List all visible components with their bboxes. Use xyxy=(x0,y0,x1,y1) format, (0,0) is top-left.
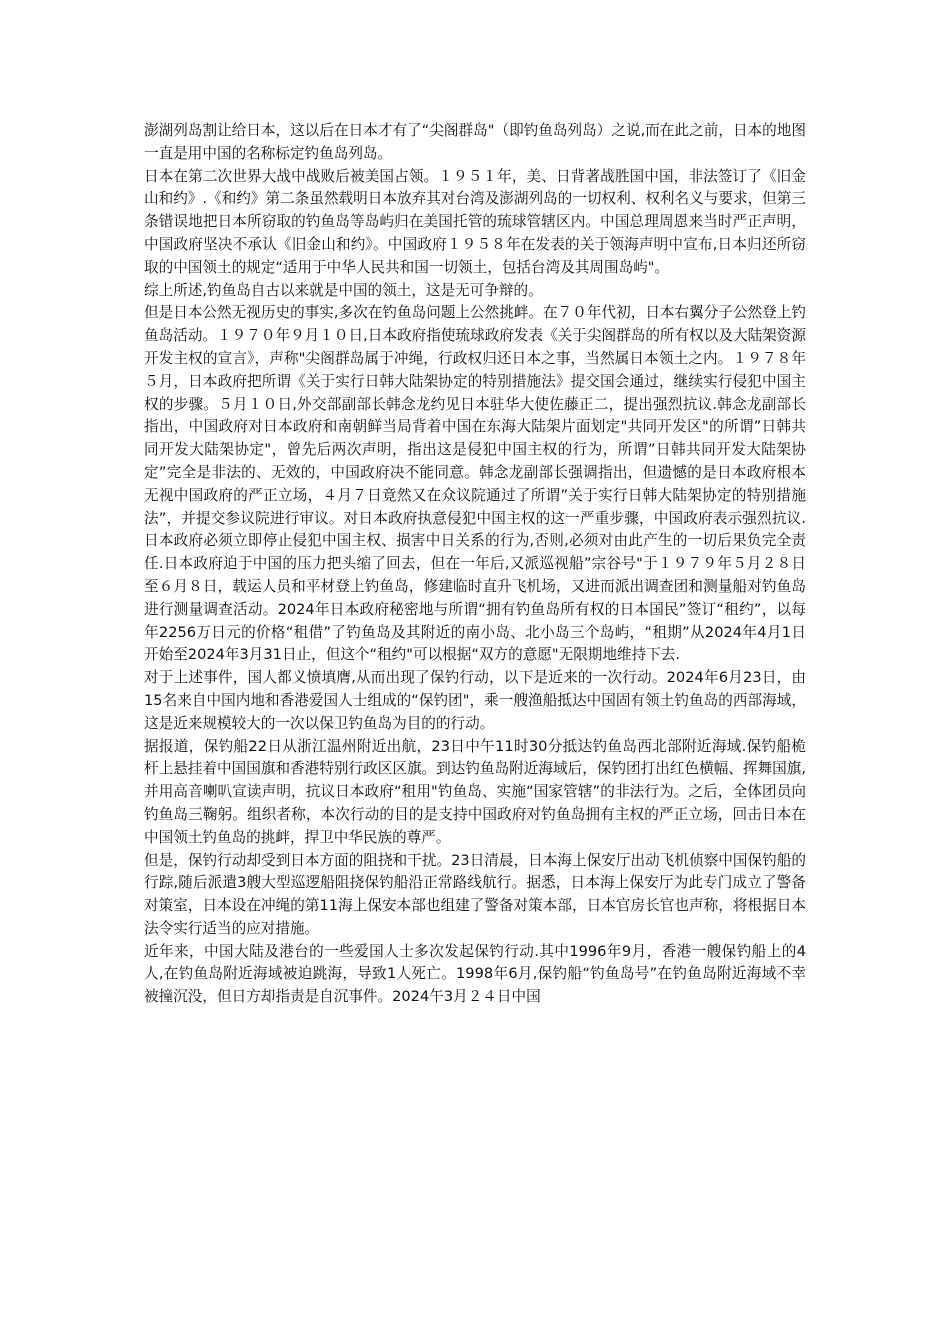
paragraph: 但是，保钓行动却受到日本方面的阻挠和干扰。23日清晨，日本海上保安厅出动飞机侦察中国保钓船的行踪,随后派遣3艘大型巡逻船阻挠保钓船沿正常路线航行。据悉，日本海上保安厅为此专门成立了警备对策室，日本设在冲绳的第11海上保安本部也组建了警备对策本部，日本官房长官也声称，将根据日本法令实行适当的应对措施。 xyxy=(144,851,806,937)
paragraph: 澎湖列岛割让给日本，这以后在日本才有了“尖阁群岛"（即钓鱼岛列岛）之说,而在此之前，日本的地图一直是用中国的名称标定钓鱼岛列岛。 xyxy=(144,122,806,162)
paragraph: 但是日本公然无视历史的事实,多次在钓鱼岛问题上公然挑衅。在７０年代初，日本右翼分子公然登上钓鱼岛活动。１９７０年９月１０日,日本政府指使琉球政府发表《关于尖阁群岛的所有权以及大陆架资源开发主权的宣言》，声称"尖阁群岛属于冲绳，行政权归还日本之事，当然属日本领土之内。１９７８年５月，日本政府把所谓《关于实行日韩大陆架协定的特别措施法》提交国会通过，继续实行侵犯中国主权的步骤。５月１０日,外交部副部长韩念龙约见日本驻华大使佐藤正二，提出强烈抗议.韩念龙副部长指出，中国政府对日本政府和南朝鲜当局背着中国在东海大陆架片面划定"共同开发区"的所谓”日韩共同开发大陆架协定"，曾先后两次声明，指出这是侵犯中国主权的行为，所谓”日韩共同开发大陆架协定”完全是非法的、无效的，中国政府决不能同意。韩念龙副部长强调指出，但遗憾的是日本政府根本无视中国政府的严正立场，４月７日竟然又在众议院通过了所谓”关于实行日韩大陆架协定的特别措施法”，并提交参议院进行审议。对日本政府执意侵犯中国主权的这一严重步骤，中国政府表示强烈抗议.日本政府必须立即停止侵犯中国主权、损害中日关系的行为,否则,必须对由此产生的一切后果负完全责任.日本政府迫于中国的压力把头缩了回去，但在一年后,又派巡视船”宗谷号"于１９７９年５月２８日至６月８日，载运人员和平材登上钓鱼岛，修建临时直升飞机场，又进而派出调查团和测量船对钓鱼岛进行测量调查活动。2024年日本政府秘密地与所谓“拥有钓鱼岛所有权的日本国民”签订“租约”，以每年2256万日元的价格“租借”了钓鱼岛及其附近的南小岛、北小岛三个岛屿，“租期”从2024年4月1日开始至2024年3月31日止，但这个“租约"可以根据“双方的意愿"无限期地维持下去. xyxy=(144,304,806,664)
paragraph: 综上所述,钓鱼岛自古以来就是中国的领土，这是无可争辩的。 xyxy=(144,281,543,299)
paragraph: 对于上述事件，国人都义愤填膺,从而出现了保钓行动，以下是近来的一次行动。2024年6月23日，由15名来自中国内地和香港爱国人士组成的“保钓团"，乘一艘渔船抵达中国固有领土钓鱼岛的西部海域，这是近来规模较大的一次以保卫钓鱼岛为目的的行动。 xyxy=(144,669,806,732)
document-body xyxy=(144,120,806,1009)
paragraph: 日本在第二次世界大战中战败后被美国占领。１９５１年，美、日背著战胜国中国，非法签订了《旧金山和约》.《和约》第二条虽然载明日本放弃其对台湾及澎湖列岛的一切权利、权利名义与要求，但第三条错误地把日本所窃取的钓鱼岛等岛屿归在美国托管的琉球管辖区内。中国总理周恩来当时严正声明，中国政府坚决不承认《旧金山和约》。中国政府１９５８年在发表的关于领海声明中宣布,日本归还所窃取的中国领土的规定“适用于中华人民共和国一切领土，包括台湾及其周围岛屿"。 xyxy=(144,167,806,276)
paragraph: 据报道，保钓船22日从浙江温州附近出航，23日中午11时30分抵达钓鱼岛西北部附近海域.保钓船桅杆上悬挂着中国国旗和香港特别行政区区旗。到达钓鱼岛附近海域后，保钓团打出红色横幅、挥舞国旗,并用高音喇叭宣读声明，抗议日本政府“租用"钓鱼岛、实施“国家管辖”的非法行为。之后，全体团员向钓鱼岛三鞠躬。组织者称，本次行动的目的是支持中国政府对钓鱼岛拥有主权的严正立场，回击日本在中国领土钓鱼岛的挑衅，捍卫中华民族的尊严。 xyxy=(144,737,806,846)
paragraph: 近年来，中国大陆及港台的一些爱国人士多次发起保钓行动.其中1996年9月，香港一艘保钓船上的4人,在钓鱼岛附近海域被迫跳海，导致1人死亡。1998年6月,保钓船“钓鱼岛号”在钓鱼岛附近海域不幸被撞沉没，但日方却指责是自沉事件。2024午3月２４日中国 xyxy=(144,942,806,1006)
